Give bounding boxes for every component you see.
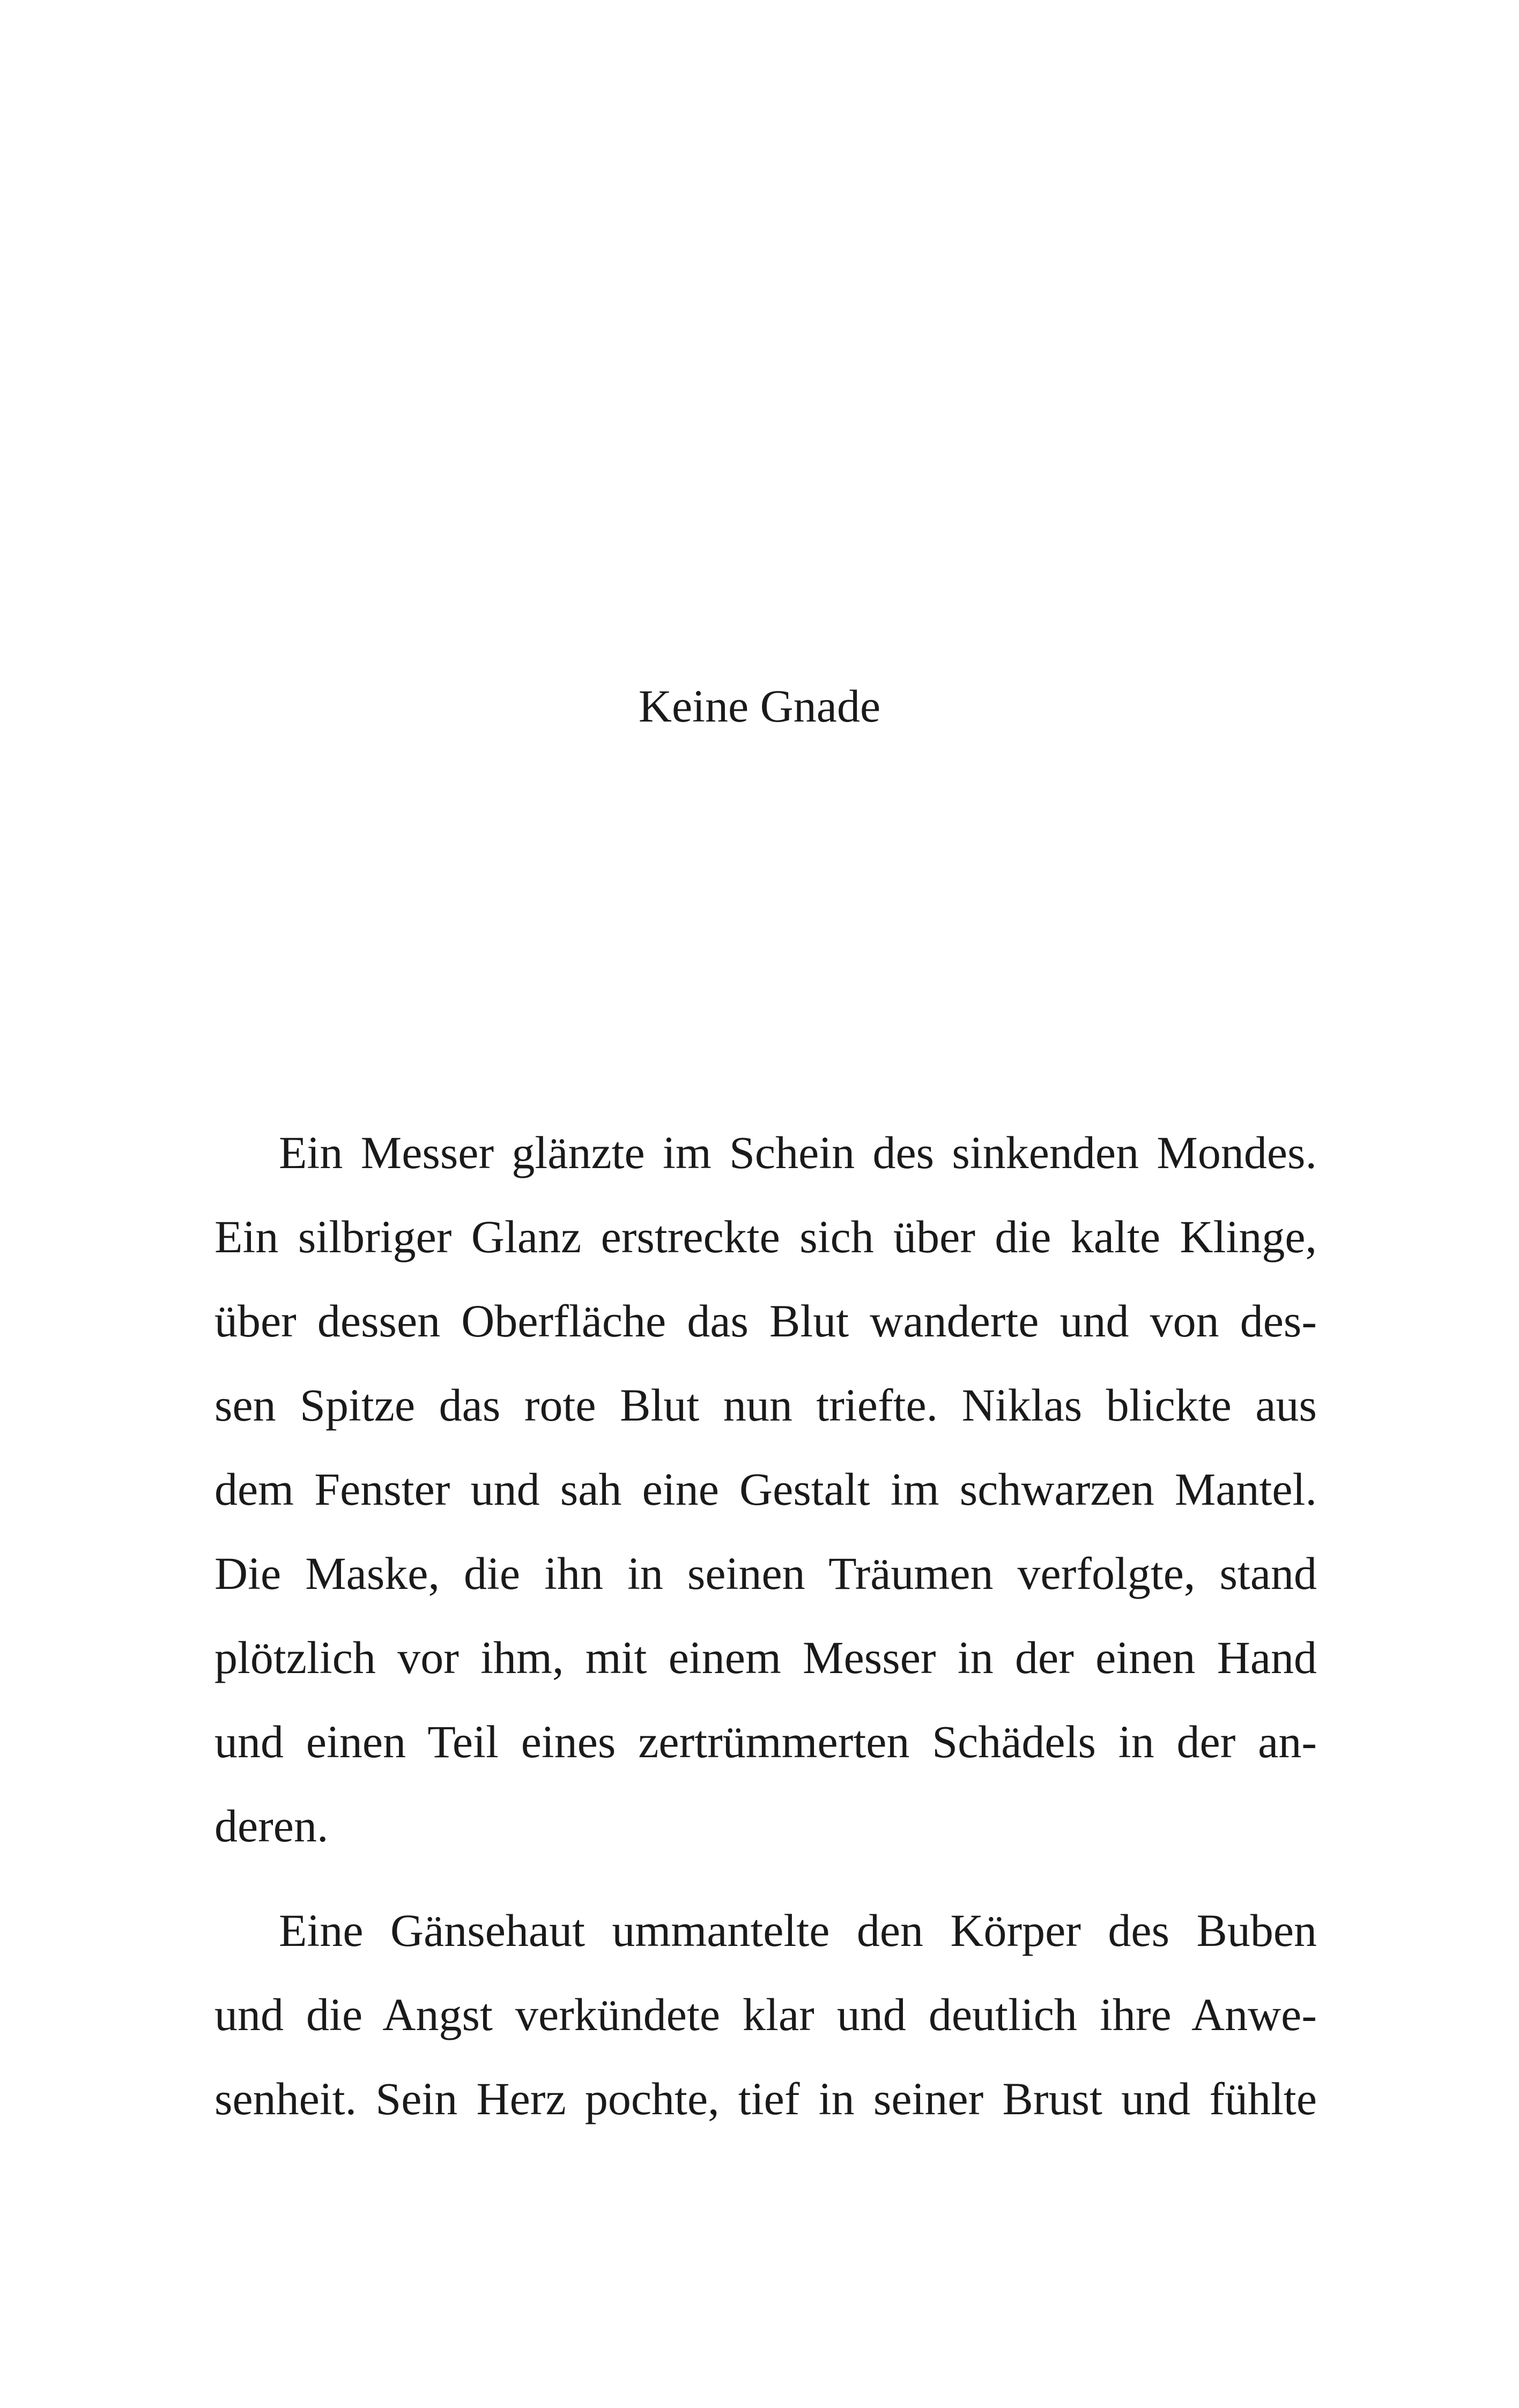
text-line: Eine Gänsehaut ummantelte den Körper des Buben bbox=[279, 1905, 1317, 1956]
text-line: Ein silbriger Glanz erstreckte sich über die kalte Klinge, bbox=[214, 1211, 1317, 1262]
text-line: und einen Teil eines zertrümmerten Schädels in der an- bbox=[214, 1716, 1317, 1767]
text-line: Ein Messer glänzte im Schein des sinkenden Mondes. bbox=[279, 1127, 1317, 1178]
text-line: Die Maske, die ihn in seinen Träumen verfolgte, stand bbox=[214, 1548, 1317, 1599]
text-line: und die Angst verkündete klar und deutlich ihre Anwe- bbox=[214, 1989, 1317, 2040]
text-line: senheit. Sein Herz pochte, tief in seiner Brust und fühlte bbox=[214, 2073, 1317, 2124]
paragraph bbox=[214, 1111, 1317, 1868]
text-line: plötzlich vor ihm, mit einem Messer in der einen Hand bbox=[214, 1632, 1317, 1683]
body-text bbox=[214, 1111, 1317, 2141]
chapter-title: Keine Gnade bbox=[638, 680, 881, 732]
text-line: über dessen Oberfläche das Blut wanderte und von des- bbox=[214, 1295, 1317, 1347]
text-line: sen Spitze das rote Blut nun triefte. Niklas blickte aus bbox=[214, 1379, 1317, 1431]
paragraph bbox=[214, 1889, 1317, 2141]
paragraph-gap bbox=[214, 1868, 1317, 1889]
text-line: dem Fenster und sah eine Gestalt im schwarzen Mantel. bbox=[214, 1463, 1317, 1515]
text-line: deren. bbox=[214, 1800, 329, 1852]
